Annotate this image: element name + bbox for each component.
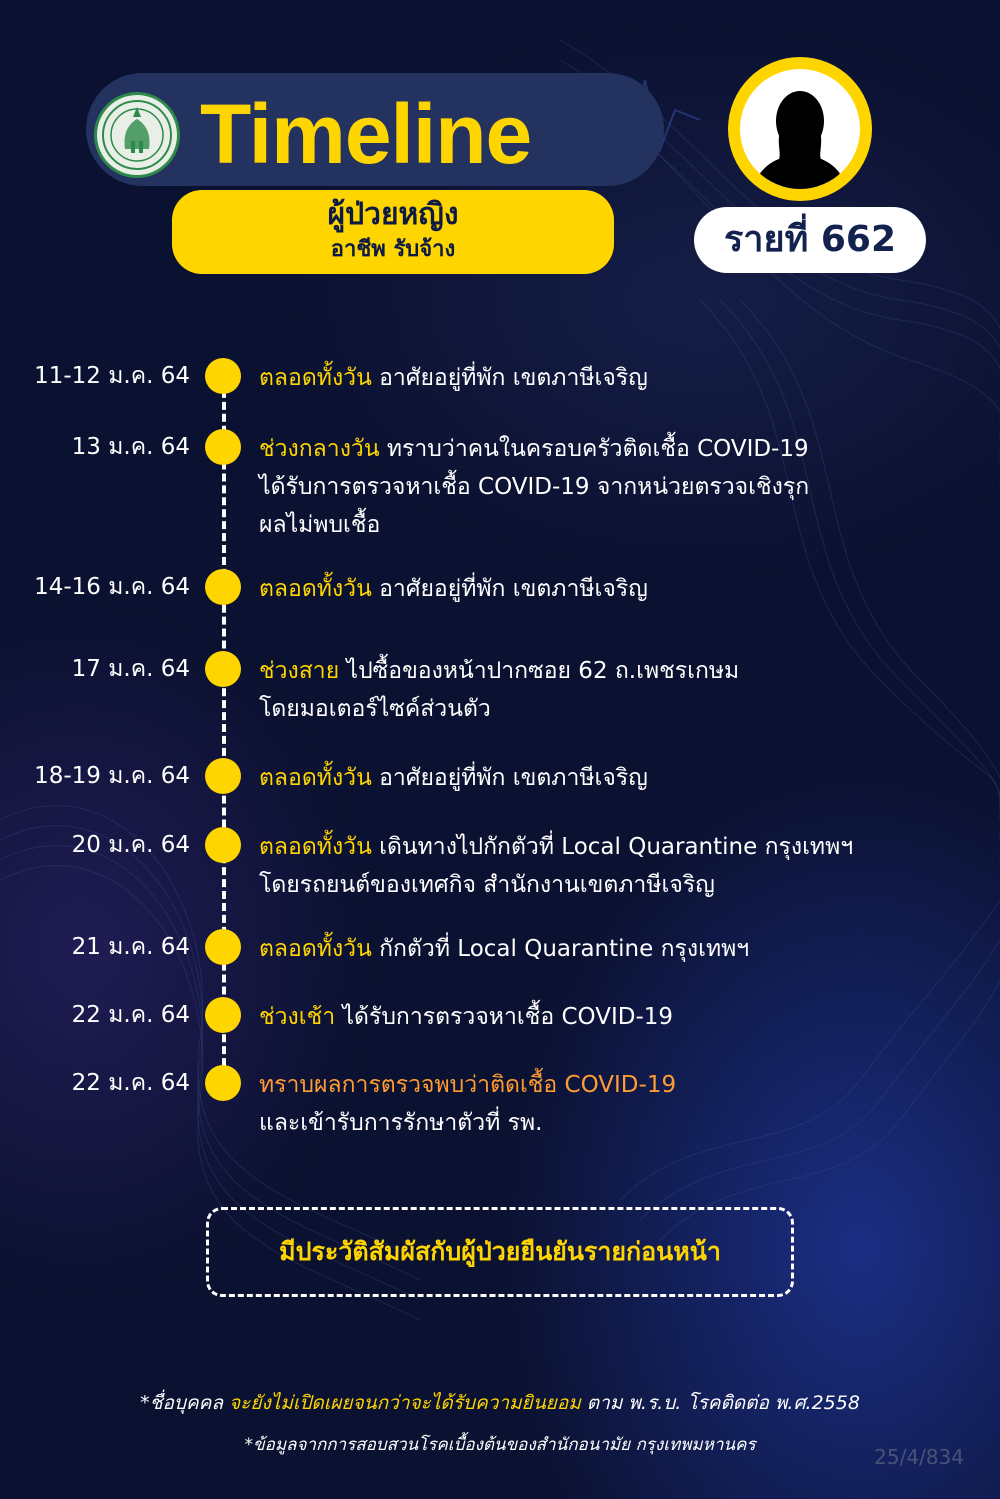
timeline-connector — [222, 378, 226, 1078]
timeline-dot — [205, 1065, 241, 1101]
timeline-date: 18-19 ม.ค. 64 — [34, 763, 190, 789]
timeline-text: ได้รับการตรวจหาเชื้อ COVID-19 จากหน่วยตรวจเชิงรุก — [259, 474, 810, 500]
contact-history-note: มีประวัติสัมผัสกับผู้ป่วยยืนยันรายก่อนหน้า — [206, 1207, 794, 1297]
timeline-dot — [205, 569, 241, 605]
person-silhouette-icon — [740, 69, 860, 189]
timeline-dot — [205, 429, 241, 465]
timeline-text: โดยมอเตอร์ไซค์ส่วนตัว — [259, 696, 491, 722]
timeline-date: 13 ม.ค. 64 — [71, 434, 190, 460]
timeline-text: ช่วงสาย ไปซื้อของหน้าปากซอย 62 ถ.เพชรเกษม — [259, 658, 740, 684]
page-title: Timeline — [200, 87, 532, 181]
timeline-text: ตลอดทั้งวัน เดินทางไปกักตัวที่ Local Quarantine กรุงเทพฯ — [259, 834, 854, 860]
timeline-text: ช่วงกลางวัน ทราบว่าคนในครอบครัวติดเชื้อ COVID-19 — [259, 436, 809, 462]
timeline-text: ช่วงเช้า ได้รับการตรวจหาเชื้อ COVID-19 — [259, 1004, 674, 1030]
timeline-text: ตลอดทั้งวัน อาศัยอยู่ที่พัก เขตภาษีเจริญ — [259, 365, 648, 391]
timeline-date: 22 ม.ค. 64 — [71, 1070, 190, 1096]
patient-info-banner — [172, 190, 614, 274]
source-footnote: *ข้อมูลจากการสอบสวนโรคเบื้องต้นของสำนักอนามัย กรุงเทพมหานคร — [244, 1435, 756, 1455]
timeline-date: 11-12 ม.ค. 64 — [34, 363, 190, 389]
timeline-text: โดยรถยนต์ของเทศกิจ สำนักงานเขตภาษีเจริญ — [259, 872, 715, 898]
timeline-dot — [205, 651, 241, 687]
timeline-text: ตลอดทั้งวัน อาศัยอยู่ที่พัก เขตภาษีเจริญ — [259, 576, 648, 602]
timeline-text: ผลไม่พบเชื้อ — [259, 512, 381, 538]
patient-gender-label: ผู้ป่วยหญิง — [327, 197, 459, 232]
timeline-text: และเข้ารับการรักษาตัวที่ รพ. — [259, 1110, 543, 1136]
privacy-footnote: *ชื่อบุคคล จะยังไม่เปิดเผยจนกว่าจะได้รับความยินยอม ตาม พ.ร.บ. โรคติดต่อ พ.ศ.2558 — [140, 1392, 860, 1414]
avatar — [728, 57, 872, 201]
timeline-date: 14-16 ม.ค. 64 — [34, 574, 190, 600]
timeline-dot — [205, 929, 241, 965]
timeline-text: ตลอดทั้งวัน อาศัยอยู่ที่พัก เขตภาษีเจริญ — [259, 765, 648, 791]
bangkok-seal-icon — [94, 92, 180, 178]
timeline-dot — [205, 827, 241, 863]
timeline-date: 17 ม.ค. 64 — [71, 656, 190, 682]
case-number-badge: รายที่ 662 — [694, 207, 926, 273]
timeline-dot — [205, 358, 241, 394]
timeline-date: 22 ม.ค. 64 — [71, 1002, 190, 1028]
timeline-date: 21 ม.ค. 64 — [71, 934, 190, 960]
reference-code: 25/4/834 — [874, 1445, 964, 1469]
timeline-text: ทราบผลการตรวจพบว่าติดเชื้อ COVID-19 — [259, 1072, 677, 1098]
timeline-text: ตลอดทั้งวัน กักตัวที่ Local Quarantine กรุงเทพฯ — [259, 936, 750, 962]
timeline-dot — [205, 758, 241, 794]
timeline-dot — [205, 997, 241, 1033]
patient-occupation-label: อาชีพ รับจ้าง — [330, 237, 456, 262]
timeline-date: 20 ม.ค. 64 — [71, 832, 190, 858]
